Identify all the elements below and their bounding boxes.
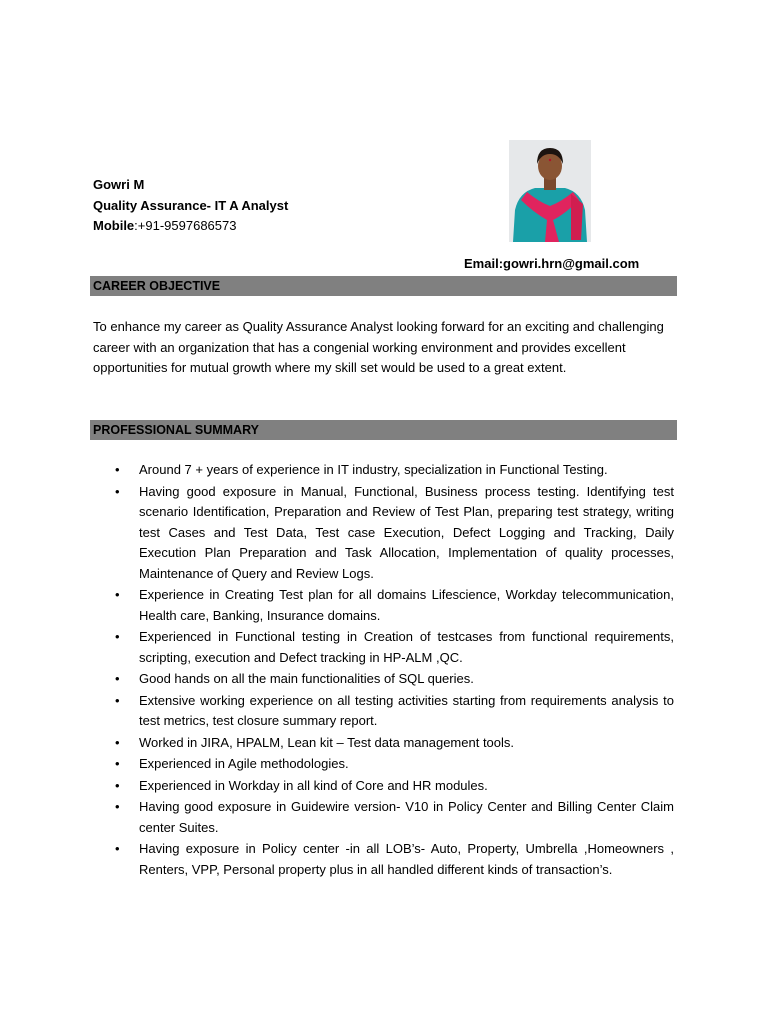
job-title: Quality Assurance- IT A Analyst: [93, 197, 289, 213]
mobile-label: Mobile: [93, 218, 135, 233]
professional-summary-list: [93, 460, 674, 881]
list-item: • Having good exposure in Manual, Functional, Business process testing. Identifying test scenario Identification, Preparation and Review of Test Plan, preparing test strategy, writing test Cases and Test Data, Test case Execution, Defect Logging and Tracking, Daily Execution Plan Preparation and Task Allocation, Implementation of quality processes, Maintenance of Query and Review Logs.: [115, 483, 674, 581]
bullet-icon: •: [115, 756, 120, 771]
bullet-icon: •: [115, 587, 120, 602]
career-objective: [93, 317, 673, 379]
bullet-icon: •: [115, 483, 120, 499]
list-item: • Experience in Creating Test plan for all domains Lifescience, Workday telecommunication, Health care, Banking, Insurance domains.: [115, 587, 674, 623]
bullet-icon: •: [115, 777, 120, 793]
list-item: • Experienced in Agile methodologies.: [93, 754, 674, 775]
email-value: :gowri.hrn@gmail.com: [498, 256, 640, 271]
list-item: • Worked in JIRA, HPALM, Lean kit – Test data management tools.: [93, 733, 674, 754]
email-label: Email: [464, 256, 499, 271]
list-item: • Experienced in Functional testing in Creation of testcases from functional requirements, scripting, execution and Defect tracking in HP-ALM ,QC.: [115, 629, 674, 665]
list-item: • Having good exposure in Guidewire version- V10 in Policy Center and Billing Center Claim center Suites.: [115, 799, 674, 835]
list-item: • Around 7 + years of experience in IT industry, specialization in Functional Testing.: [93, 460, 674, 481]
bullet-icon: •: [115, 462, 120, 477]
contact-header: [93, 175, 288, 237]
professional-summary-heading: PROFESSIONAL SUMMARY: [90, 420, 677, 440]
list-item: • Experienced in Workday in all kind of Core and HR modules.: [93, 776, 674, 797]
bullet-icon: •: [115, 734, 120, 750]
profile-photo: [509, 140, 591, 242]
list-item: • Good hands on all the main functionalities of SQL queries.: [93, 669, 674, 690]
candidate-name: Gowri M: [93, 177, 145, 192]
list-item: • Having exposure in Policy center -in all LOB’s- Auto, Property, Umbrella ,Homeowners , Renters, VPP, Personal property plus in all handled different kinds of transaction’s.: [115, 841, 674, 877]
bullet-icon: •: [115, 799, 120, 814]
career-objective-heading: CAREER OBJECTIVE: [90, 276, 677, 296]
bullet-icon: •: [115, 671, 120, 686]
bullet-icon: •: [115, 629, 120, 644]
email-line: [464, 256, 639, 271]
bullet-icon: •: [115, 841, 120, 856]
mobile-line: [93, 216, 288, 237]
mobile-value: :+91-9597686573: [134, 218, 237, 233]
list-item: • Extensive working experience on all testing activities starting from requirements analysis to test metrics, test closure summary report.: [115, 692, 674, 728]
bullet-icon: •: [115, 692, 120, 708]
career-objective-text: To enhance my career as Quality Assurance Analyst looking forward for an exciting and challenging career with an organization that has a congenial working environment and provides excellent opportunities for mutual growth where my skill set would be used to a great extent.: [93, 319, 664, 375]
